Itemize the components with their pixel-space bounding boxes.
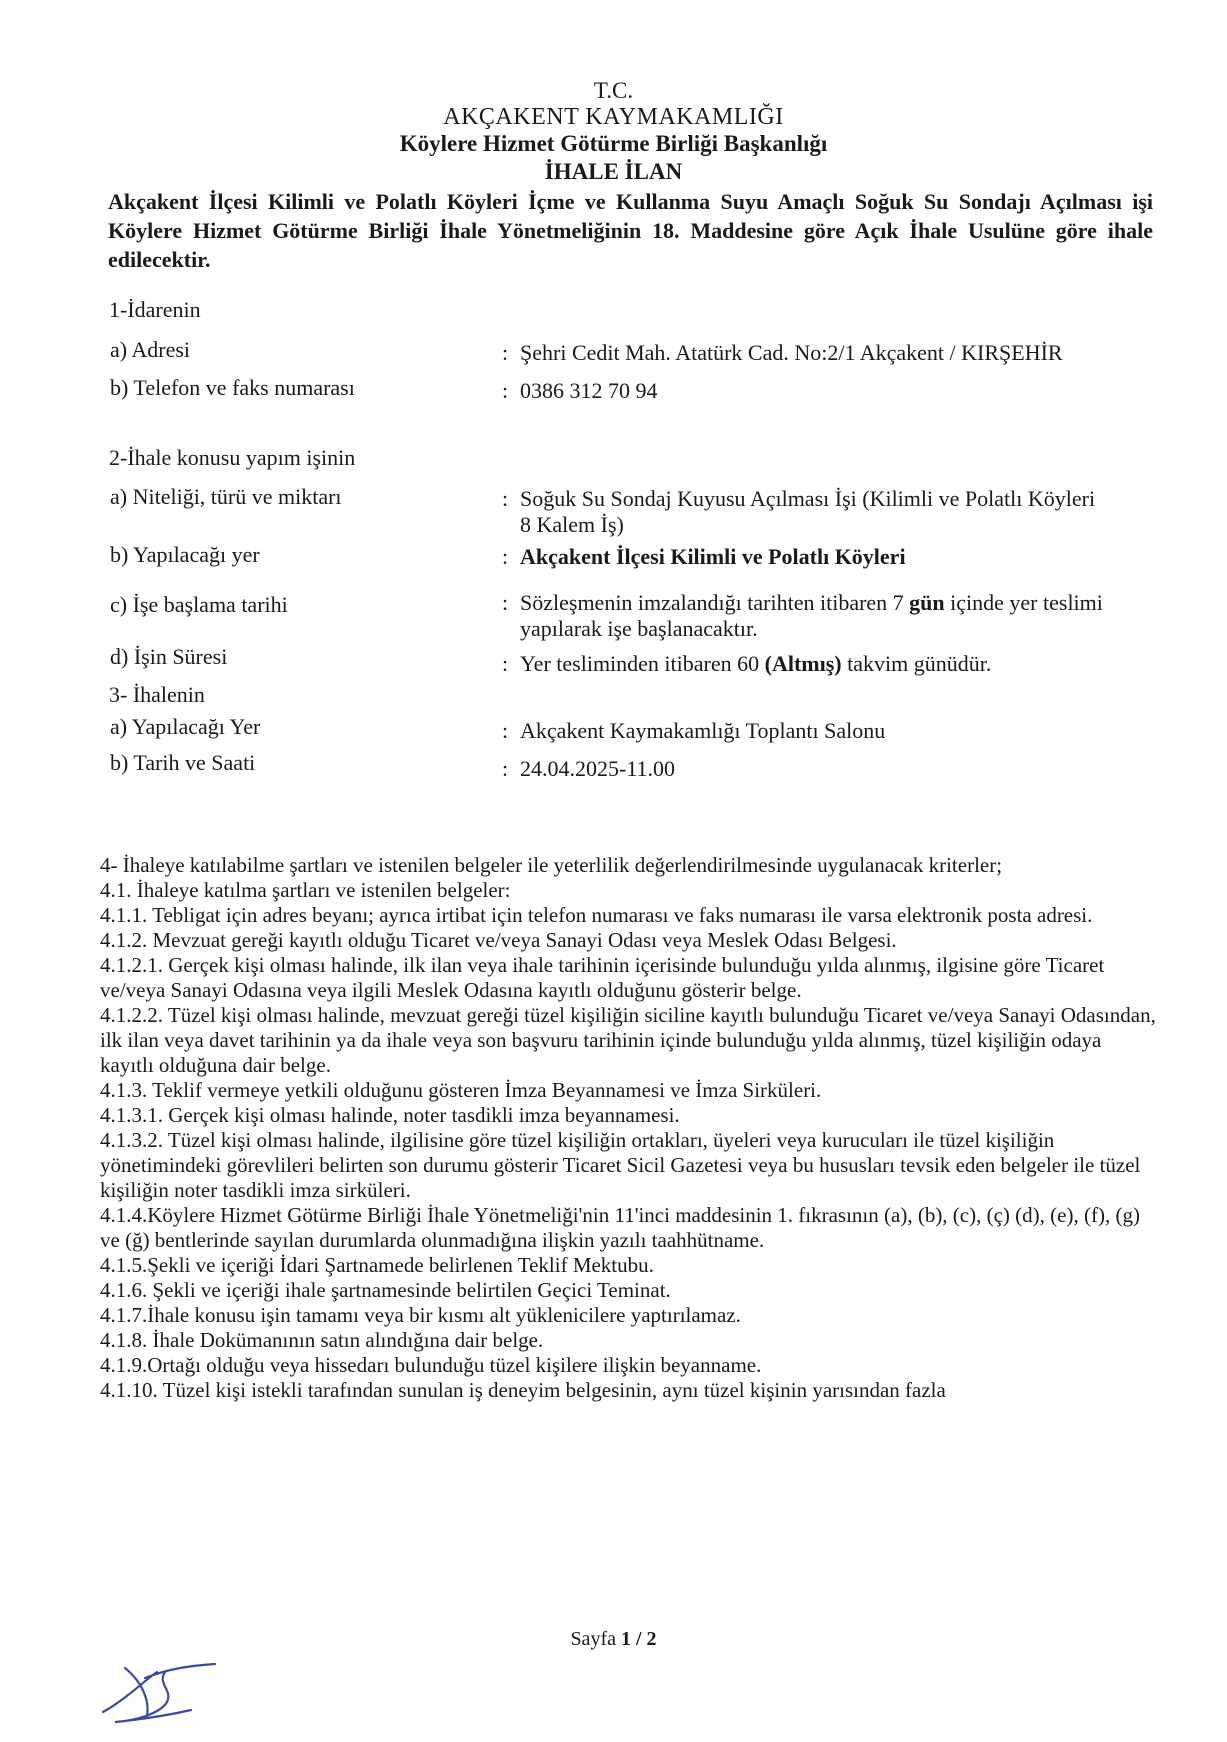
criteria-item: 4.1.3.1. Gerçek kişi olması halinde, noter tasdikli imza beyannamesi. (100, 1103, 680, 1127)
address-label: a) Adresi (110, 337, 191, 362)
page-total: 2 (646, 1628, 657, 1650)
criteria-item: 4.1.2.2. Tüzel kişi olması halinde, mevzuat gereği tüzel kişiliğin siciline kayıtlı bulunduğu Ticaret ve/veya Sanayi Odasından, ilk ilan veya davet tarihinin ya da ihale veya son başvuru tarihinin içinde bulunduğu yılda alınmış, tüzel kişiliğin odaya kayıtlı olduğuna dair belge. (100, 1003, 1156, 1077)
section-1-title: 1-İdarenin (109, 297, 201, 322)
colon: : (502, 718, 509, 743)
criteria-item: 4.1.7.İhale konusu işin tamamı veya bir kısmı alt yüklenicilere yaptırılamaz. (100, 1303, 741, 1327)
colon: : (502, 651, 509, 676)
criteria-item: 4.1.2.1. Gerçek kişi olması halinde, ilk ilan veya ihale tarihinin içerisinde bulunduğu yılda alınmış, ilgisine göre Ticaret ve/veya Sanayi Odasına veya ilgili Meslek Odasına kayıtlı olduğunu gösterir belge. (100, 953, 1105, 1002)
tender-date-label: b) Tarih ve Saati (110, 750, 256, 775)
colon: : (502, 590, 509, 615)
place-text: Akçakent İlçesi Kilimli ve Polatlı Köyleri (520, 544, 906, 569)
section-3-title: 3- İhalenin (109, 682, 205, 707)
start-text-post: içinde yer teslimi (944, 590, 1103, 615)
header-institution: AKÇAKENT KAYMAKAMLIĞI (443, 104, 784, 130)
start-value (502, 590, 1192, 642)
criteria-item: 4.1.5.Şekli ve içeriği İdari Şartnamede belirlenen Teklif Mektubu. (100, 1253, 654, 1277)
page-current: 1 (620, 1628, 631, 1650)
start-label: c) İşe başlama tarihi (110, 592, 288, 617)
criteria-item: 4.1.3. Teklif vermeye yetkili olduğunu gösteren İmza Beyannamesi ve İmza Sirküleri. (100, 1078, 822, 1102)
tender-place-label: a) Yapılacağı Yer (110, 714, 261, 739)
criteria-item: 4.1.3.2. Tüzel kişi olması halinde, ilgilisine göre tüzel kişiliğin ortakları, üyeleri veya kurucuları ile tüzel kişiliğin yönetimindeki görevlileri belirten son durumu gösterir Ticaret Sicil Gazetesi veya bu hususları tevsik eden belgeler ile tüzel kişiliğin noter tasdikli imza sirküleri. (100, 1128, 1141, 1202)
page-separator: / (630, 1628, 647, 1650)
start-text-pre: Sözleşmenin imzalandığı tarihten itibaren 7 (520, 590, 910, 615)
tender-date-value (502, 756, 1192, 782)
header-tc: T.C. (593, 78, 634, 103)
criteria-item: 4.1.1. Tebligat için adres beyanı; ayrıca irtibat için telefon numarası ve faks numarası ile varsa elektronik posta adresi. (100, 903, 1093, 927)
criteria-item: 4.1.9.Ortağı olduğu veya hissedarı bulunduğu tüzel kişilere ilişkin beyanname. (100, 1353, 762, 1377)
page-label: Sayfa (570, 1628, 621, 1650)
colon: : (502, 544, 509, 569)
phone-value (502, 378, 1192, 404)
nature-label: a) Niteliği, türü ve miktarı (110, 484, 342, 509)
criteria-item: 4.1.8. İhale Dokümanının satın alındığına dair belge. (100, 1328, 544, 1352)
duration-pre: Yer tesliminden itibaren 60 (520, 651, 765, 676)
place-value (502, 544, 1192, 570)
tender-place-value (502, 718, 1192, 744)
header-title: İHALE İLAN (544, 159, 683, 184)
criteria-list (100, 853, 1160, 1403)
duration-label: d) İşin Süresi (110, 644, 228, 669)
signature-icon (95, 1650, 245, 1730)
header-department: Köylere Hizmet Götürme Birliği Başkanlığı (399, 131, 828, 156)
criteria-item: 4- İhaleye katılabilme şartları ve istenilen belgeler ile yeterlilik değerlendirilmesinde uygulanacak kriterler; (100, 853, 1003, 877)
nature-line-2: 8 Kalem İş) (520, 512, 624, 537)
nature-line-1: Soğuk Su Sondaj Kuyusu Açılması İşi (Kilimli ve Polatlı Köyleri (520, 486, 1096, 511)
phone-label: b) Telefon ve faks numarası (110, 375, 355, 400)
nature-value (502, 486, 1192, 538)
place-label: b) Yapılacağı yer (110, 542, 260, 567)
tender-date-text: 24.04.2025-11.00 (520, 756, 676, 781)
section-2-title: 2-İhale konusu yapım işinin (109, 445, 356, 470)
tender-place-text: Akçakent Kaymakamlığı Toplantı Salonu (520, 718, 886, 743)
intro-paragraph: Akçakent İlçesi Kilimli ve Polatlı Köyleri İçme ve Kullanma Suyu Amaçlı Soğuk Su Sondajı Açılması işi Köylere Hizmet Götürme Birliği İhale Yönetmeliğinin 18. Maddesine göre Açık İhale Usulüne göre ihale edilecektir. (108, 189, 1153, 272)
address-text: Şehri Cedit Mah. Atatürk Cad. No:2/1 Akçakent / KIRŞEHİR (520, 340, 1063, 365)
start-line-2: yapılarak işe başlanacaktır. (520, 616, 758, 641)
criteria-item: 4.1.10. Tüzel kişi istekli tarafından sunulan iş deneyim belgesinin, aynı tüzel kişinin yarısından fazla (100, 1378, 946, 1402)
page-number (0, 1628, 1227, 1651)
criteria-item: 4.1.2. Mevzuat gereği kayıtlı olduğu Ticaret ve/veya Sanayi Odası veya Meslek Odası Belgesi. (100, 928, 897, 952)
phone-text: 0386 312 70 94 (520, 378, 658, 403)
start-text-bold: gün (909, 590, 945, 615)
colon: : (502, 486, 509, 511)
duration-post: takvim günüdür. (841, 651, 992, 676)
criteria-item: 4.1.6. Şekli ve içeriği ihale şartnamesinde belirtilen Geçici Teminat. (100, 1278, 671, 1302)
colon: : (502, 340, 509, 365)
duration-bold: (Altmış) (764, 651, 842, 676)
criteria-item: 4.1. İhaleye katılma şartları ve istenilen belgeler: (100, 878, 511, 902)
duration-value (502, 651, 1192, 677)
criteria-item: 4.1.4.Köylere Hizmet Götürme Birliği İhale Yönetmeliği'nin 11'inci maddesinin 1. fıkrasının (a), (b), (c), (ç) (d), (e), (f), (g) ve (ğ) bentlerinde sayılan durumlarda olunmadığına ilişkin yazılı taahhütname. (100, 1203, 1140, 1252)
colon: : (502, 756, 509, 781)
colon: : (502, 378, 509, 403)
address-value (502, 340, 1192, 366)
